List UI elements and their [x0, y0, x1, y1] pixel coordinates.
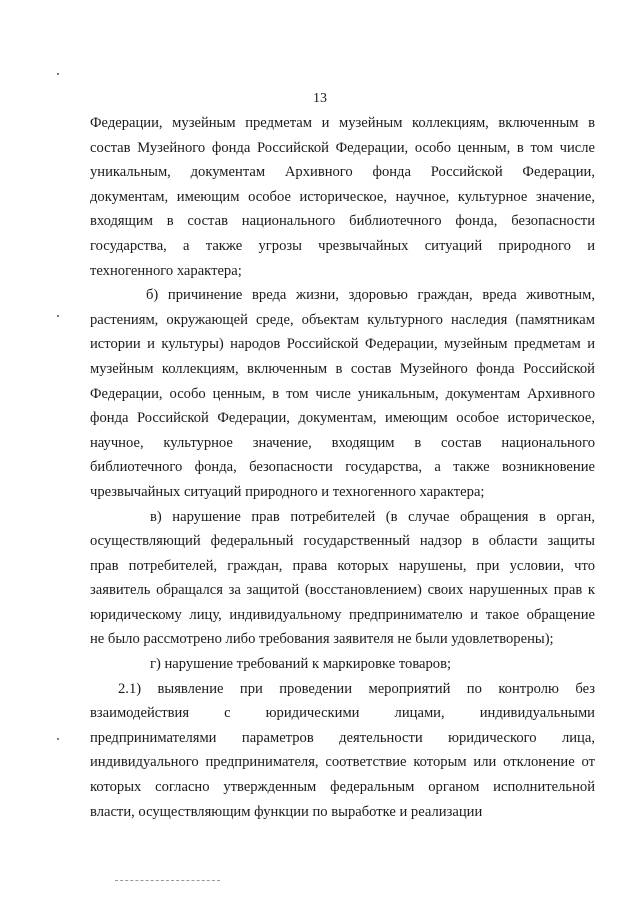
text-line: власти, осуществляющим функции по выработке и реализации: [90, 803, 483, 820]
text-line: юридическому лицу, индивидуальному предпринимателю и такое обращение: [90, 606, 595, 623]
document-body: [90, 111, 595, 824]
text-line: музейным коллекциям, включенным в состав Музейного фонда Российской: [90, 360, 595, 377]
text-line: взаимодействия с юридическими лицами, индивидуальными: [90, 705, 595, 722]
margin-mark: [57, 73, 59, 75]
text-line: научное, культурное значение, входящим в состав национального: [90, 434, 595, 451]
text-line: индивидуального предпринимателя, соответствие которым или отклонение от: [90, 754, 595, 771]
text-line: документам, имеющим особое историческое, научное, культурное значение,: [90, 188, 595, 205]
text-line: техногенного характера;: [90, 262, 242, 279]
text-line: которых согласно утвержденным федеральным органом исполнительной: [90, 779, 595, 796]
text-line: прав потребителей, граждан, права которых нарушены, при условии, что: [90, 557, 595, 574]
text-line: уникальным, документам Архивного фонда Российской Федерации,: [90, 164, 595, 181]
text-line: 2.1) выявление при проведении мероприятий по контролю без: [118, 680, 595, 697]
text-line: в) нарушение прав потребителей (в случае обращения в орган,: [150, 508, 595, 525]
text-line: входящим в состав национального библиотечного фонда, безопасности: [90, 213, 595, 230]
text-line: фонда Российской Федерации, документам, имеющим особое историческое,: [90, 410, 595, 427]
text-line: Федерации, особо ценным, в том числе уникальным, документам Архивного: [90, 385, 595, 402]
text-line: библиотечного фонда, безопасности государства, а также возникновение: [90, 459, 595, 476]
text-line: осуществляющий федеральный государственный надзор в области защиты: [90, 533, 595, 550]
text-line: не было рассмотрено либо требования заявителя не были удовлетворены);: [90, 631, 554, 648]
text-line: г) нарушение требований к маркировке товаров;: [150, 656, 452, 673]
text-line: Федерации, музейным предметам и музейным коллекциям, включенным в: [90, 115, 595, 131]
margin-mark: [57, 315, 59, 317]
text-line: государства, а также угрозы чрезвычайных ситуаций природного и: [90, 237, 595, 254]
text-line: истории и культуры) народов Российской Федерации, музейным предметам и: [90, 336, 595, 353]
text-line: состав Музейного фонда Российской Федерации, особо ценным, в том числе: [90, 139, 595, 156]
text-line: растениям, окружающей среде, объектам культурного наследия (памятникам: [90, 311, 595, 328]
footer-rule: [115, 880, 220, 881]
margin-mark: [57, 738, 59, 740]
text-line: заявитель обращался за защитой (восстановлением) своих нарушенных прав к: [90, 582, 595, 599]
text-line: чрезвычайных ситуаций природного и техногенного характера;: [90, 483, 485, 500]
text-line: предпринимателями параметров деятельности юридического лица,: [90, 729, 595, 746]
text-line: б) причинение вреда жизни, здоровью граждан, вреда животным,: [146, 287, 595, 304]
page-number: 13: [313, 91, 327, 106]
